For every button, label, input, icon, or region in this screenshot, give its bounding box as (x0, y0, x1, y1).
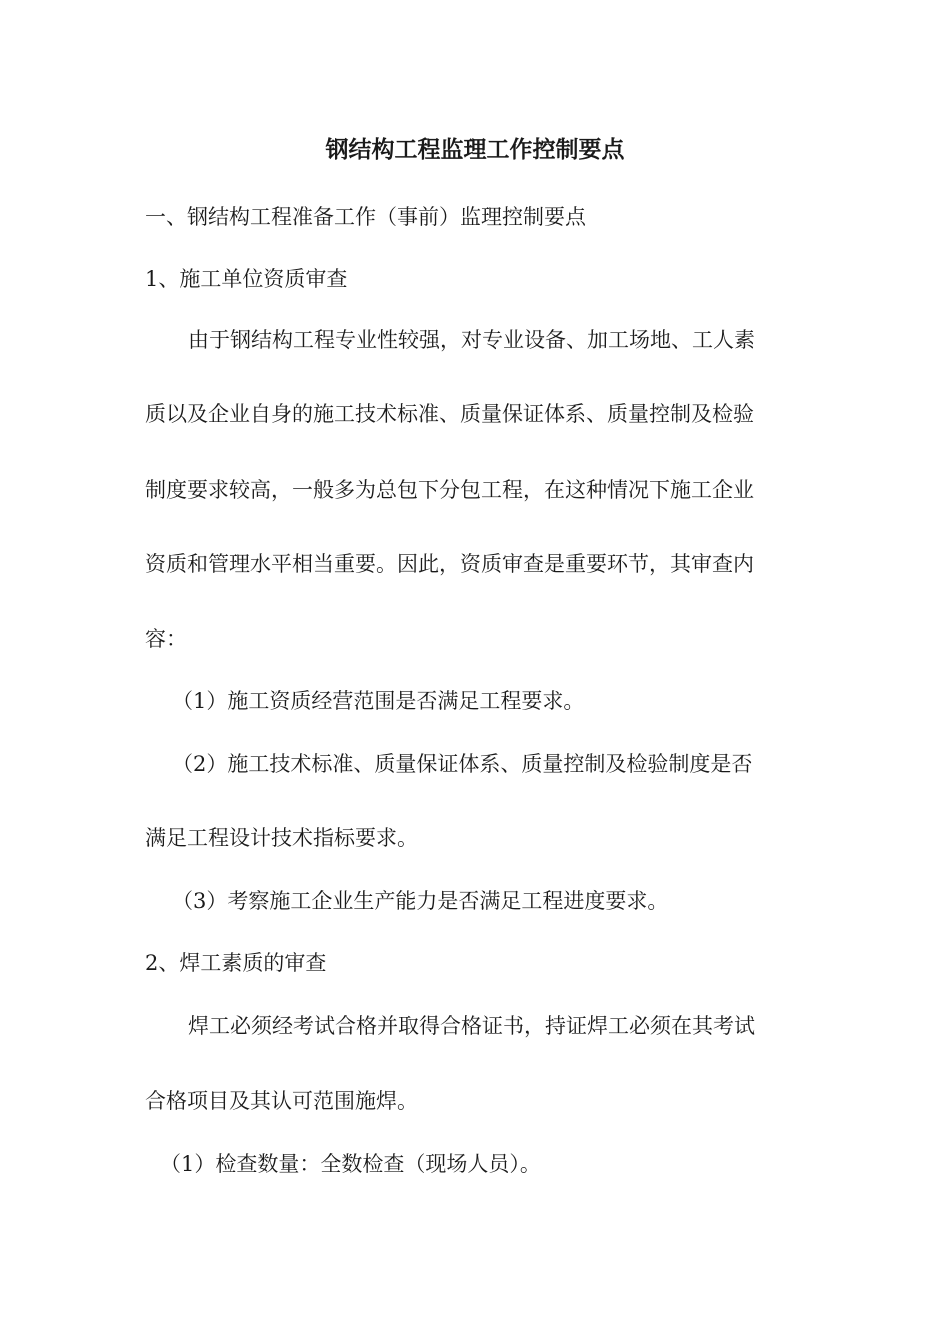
paragraph-line: 制度要求较高，一般多为总包下分包工程，在这种情况下施工企业 (145, 478, 754, 502)
paragraph-line: 容： (145, 627, 187, 651)
paragraph-line: 由于钢结构工程专业性较强，对专业设备、加工场地、工人素 (188, 328, 755, 352)
list-item-continuation: 满足工程设计技术指标要求。 (145, 826, 418, 850)
subsection-heading-welders: 2、焊工素质的审查 (145, 951, 327, 975)
document-title: 钢结构工程监理工作控制要点 (325, 136, 625, 163)
list-item: （1）检查数量：全数检查（现场人员）。 (160, 1152, 541, 1176)
paragraph-line: 质以及企业自身的施工技术标准、质量保证体系、质量控制及检验 (145, 402, 754, 426)
section-heading-1: 一、钢结构工程准备工作（事前）监理控制要点 (145, 205, 586, 229)
list-item: （2）施工技术标准、质量保证体系、质量控制及检验制度是否 (172, 752, 753, 776)
paragraph-line: 合格项目及其认可范围施焊。 (145, 1089, 418, 1113)
list-item: （3）考察施工企业生产能力是否满足工程进度要求。 (172, 889, 669, 913)
list-item: （1）施工资质经营范围是否满足工程要求。 (172, 689, 585, 713)
paragraph-line: 资质和管理水平相当重要。因此，资质审查是重要环节，其审查内 (145, 552, 754, 576)
paragraph-line: 焊工必须经考试合格并取得合格证书，持证焊工必须在其考试 (188, 1014, 755, 1038)
subsection-heading-qualification: 1、施工单位资质审查 (145, 267, 348, 291)
